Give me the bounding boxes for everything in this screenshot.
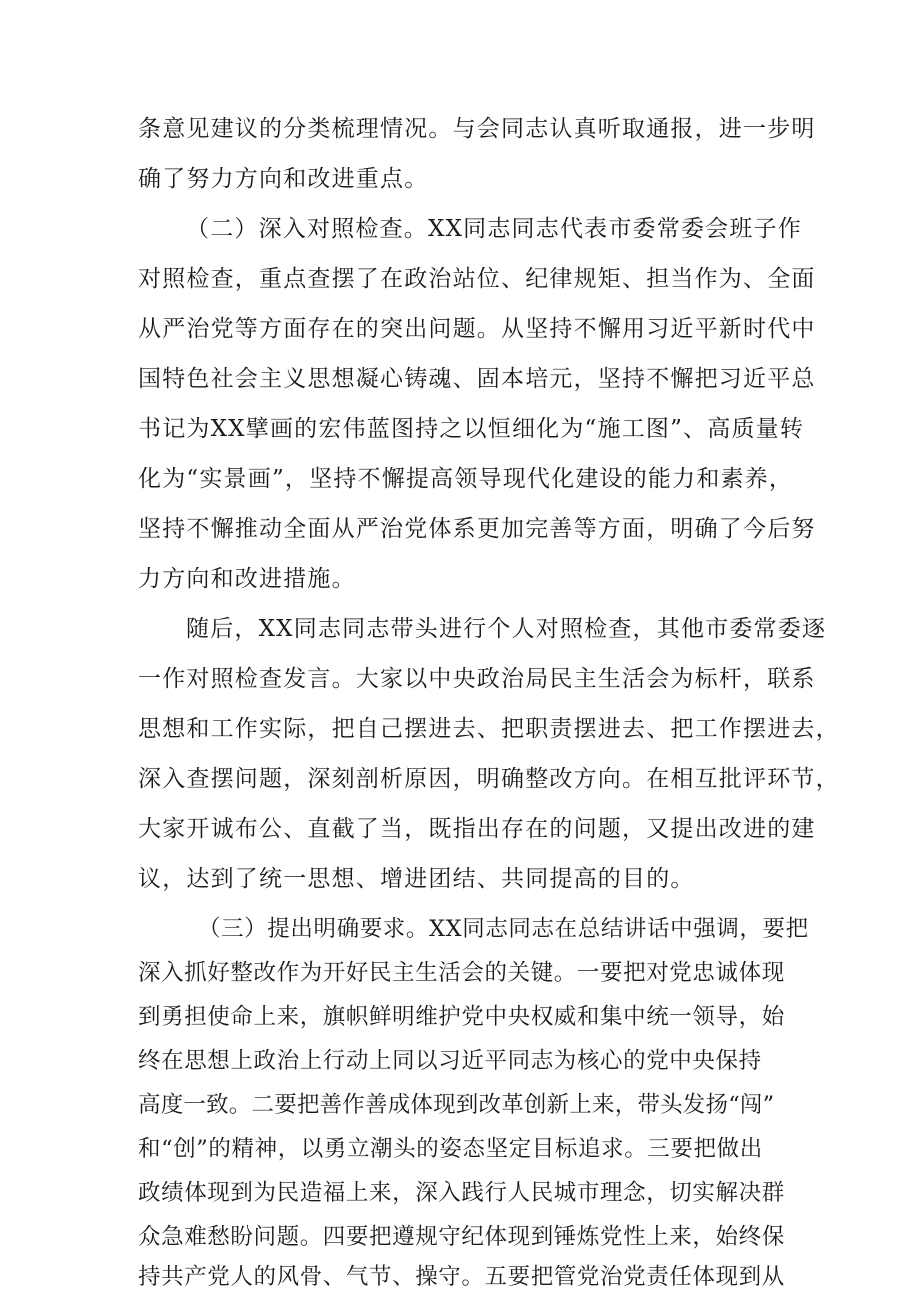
section-heading-line: （二）深入对照检查。XX同志同志代表市委常委会班子作	[186, 216, 802, 242]
text-line: 书记为XX擘画的宏伟蓝图持之以恒细化为“施工图”、高质量转	[138, 416, 805, 442]
text-line: 化为“实景画”，坚持不懈提高领导现代化建设的能力和素养，	[138, 466, 794, 492]
text-line: 高度一致。二要把善作善成体现到改革创新上来，带头发扬“闯”	[138, 1092, 775, 1118]
section-heading-line: （三）提出明确要求。XX同志同志在总结讲话中强调，要把	[198, 916, 809, 942]
text-line: 思想和工作实际，把自己摆进去、把职责摆进去、把工作摆进去，	[138, 716, 840, 742]
text-line: 终在思想上政治上行动上同以习近平同志为核心的党中央保持	[138, 1048, 762, 1074]
text-line: 条意见建议的分类梳理情况。与会同志认真听取通报，进一步明	[138, 116, 816, 142]
text-line: 对照检查，重点查摆了在政治站位、纪律规矩、担当作为、全面	[138, 266, 816, 292]
text-line: 大家开诚布公、直截了当，既指出存在的问题，又提出改进的建	[138, 816, 816, 842]
text-line: 确了努力方向和改进重点。	[138, 166, 429, 192]
text-line: 深入抓好整改作为开好民主生活会的关键。一要把对党忠诚体现	[138, 960, 785, 986]
text-line: 持共产党人的风骨、气节、操守。五要把管党治党责任体现到从	[138, 1264, 785, 1290]
text-line: 从严治党等方面存在的突出问题。从坚持不懈用习近平新时代中	[138, 316, 816, 342]
text-line: 议，达到了统一思想、增进团结、共同提高的目的。	[138, 866, 695, 892]
text-line: 国特色社会主义思想凝心铸魂、固本培元，坚持不懈把习近平总	[138, 366, 816, 392]
text-line: 力方向和改进措施。	[138, 566, 356, 592]
text-line: 众急难愁盼问题。四要把遵规守纪体现到锤炼党性上来，始终保	[138, 1224, 785, 1250]
text-line: 坚持不懈推动全面从严治党体系更加完善等方面，明确了今后努	[138, 516, 816, 542]
text-line: 和“创”的精神，以勇立潮头的姿态坚定目标追求。三要把做出	[138, 1136, 763, 1162]
text-line: 一作对照检查发言。大家以中央政治局民主生活会为标杆，联系	[138, 666, 816, 692]
text-line: 深入查摆问题，深刻剖析原因，明确整改方向。在相互批评环节，	[138, 766, 840, 792]
paragraph-first-line: 随后，XX同志同志带头进行个人对照检查，其他市委常委逐	[186, 616, 827, 642]
text-line: 政绩体现到为民造福上来，深入践行人民城市理念，切实解决群	[138, 1180, 785, 1206]
text-line: 到勇担使命上来，旗帜鲜明维护党中央权威和集中统一领导，始	[138, 1004, 785, 1030]
